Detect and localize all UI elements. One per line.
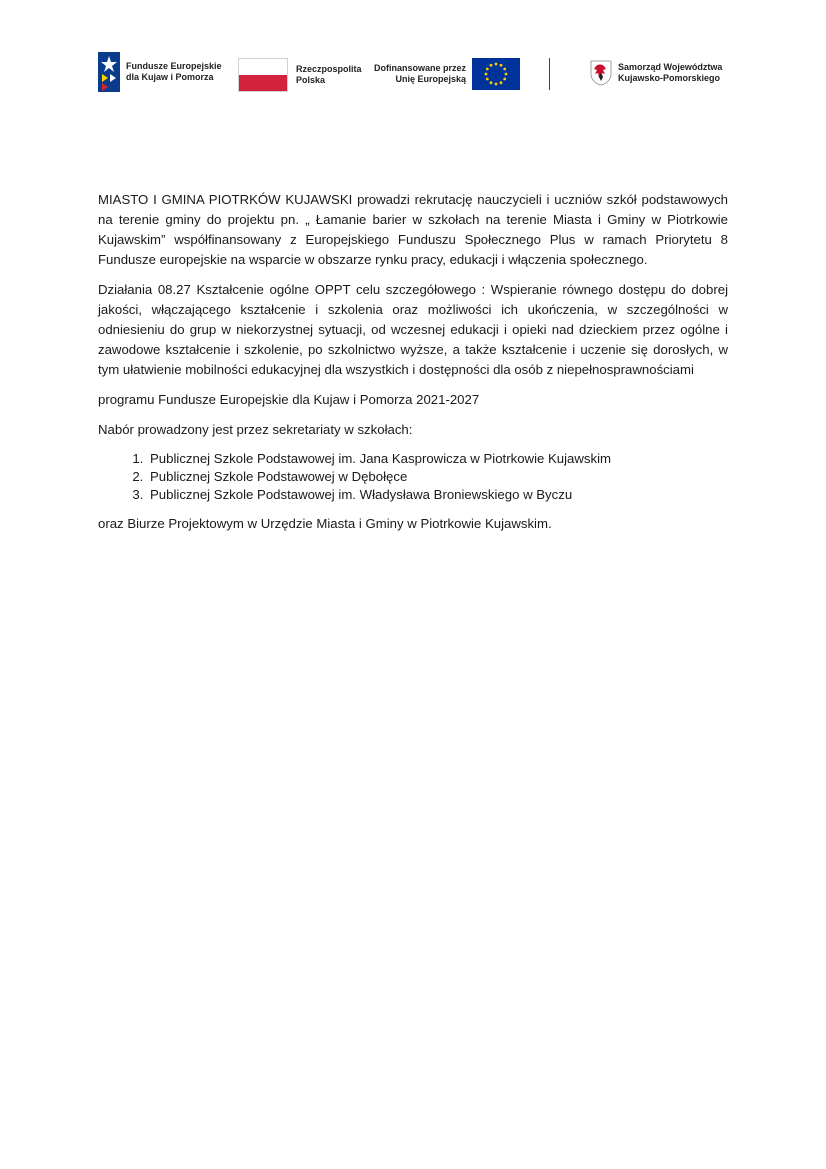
poland-flag-icon (238, 58, 288, 92)
list-item: 2. Publicznej Szkole Podstawowej w Dębołęce (147, 468, 728, 486)
logo-divider (549, 58, 550, 90)
logo-bar (98, 52, 738, 96)
list-item: 3. Publicznej Szkole Podstawowej im. Władysława Broniewskiego w Byczu (147, 486, 728, 504)
coat-of-arms-icon (590, 60, 612, 86)
schools-list (98, 450, 728, 504)
logo-text-line: Kujawsko-Pomorskiego (618, 73, 721, 83)
logo-text-line: dla Kujaw i Pomorza (126, 72, 214, 82)
logo-text-line: Samorząd Województwa (618, 62, 723, 72)
eu-flag-icon (472, 58, 520, 90)
fundusze-europejskie-logo (98, 52, 222, 92)
logo-text-line: Dofinansowane przez (374, 63, 467, 73)
recruitment-paragraph: Nabór prowadzony jest przez sekretariaty w szkołach: (98, 422, 413, 437)
intro-paragraph: MIASTO I GMINA PIOTRKÓW KUJAWSKI prowadzi rekrutację nauczycieli i uczniów szkół podstawowych na terenie gminy do projektu pn. „ Łamanie barier w szkołach na terenie Miasta i Gminy w Piotrkowie Kujawskim” współfinansowany z Europejskiego Funduszu Społecznego Plus w ramach Priorytetu 8 Fundusze europejskie na wsparcie w obszarze rynku pracy, edukacji i włączenia społecznego. (98, 192, 728, 267)
program-paragraph: programu Fundusze Europejskie dla Kujaw i Pomorza 2021-2027 (98, 392, 480, 407)
samorzad-logo (590, 60, 722, 86)
eu-cofinancing-logo (374, 58, 520, 90)
project-office-paragraph: oraz Biurze Projektowym w Urzędzie Miasta i Gminy w Piotrkowie Kujawskim. (98, 516, 552, 531)
fe-star-icon (98, 52, 120, 92)
document-body (98, 190, 728, 544)
logo-text-line: Unię Europejską (395, 74, 467, 84)
list-item: 1. Publicznej Szkole Podstawowej im. Jana Kasprowicza w Piotrkowie Kujawskim (147, 450, 728, 468)
action-paragraph: Działania 08.27 Kształcenie ogólne OPPT celu szczegółowego : Wspieranie równego dostępu do dobrej jakości, włączającego kształcenie i szkolenia oraz możliwości ich ukończenia, w szczególności w odniesieniu do grup w niekorzystnej sytuacji, od wczesnej edukacji i opieki nad dzieckiem przez ogólne i zawodowe kształcenie i szkolenie, po szkolnictwo wyższe, a także kształcenie i uczenie się dorosłych, w tym ułatwienie mobilności edukacyjnej dla wszystkich i dostępności dla osób z niepełnosprawnościami (98, 282, 728, 377)
logo-text-line: Fundusze Europejskie (126, 61, 222, 71)
rzeczpospolita-polska-logo (238, 58, 362, 92)
logo-text-line: Rzeczpospolita (296, 64, 362, 74)
logo-text-line: Polska (296, 75, 326, 85)
